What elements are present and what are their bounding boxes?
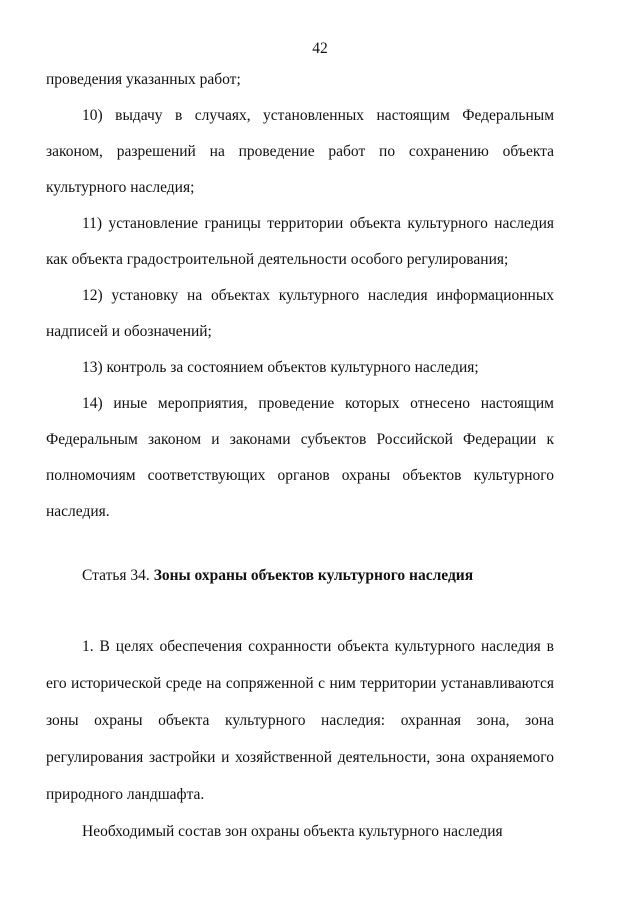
paragraph-item-12: 12) установку на объектах культурного наследия информационных надписей и обозначений; — [46, 287, 554, 340]
paragraph-point-1: 1. В целях обеспечения сохранности объекта культурного наследия в его исторической среде на сопряженной с ним территории устанавливаются зоны охраны объекта культурного наследия: охранная зона, зона регулирования застройки и хозяйственной деятельности, зона охраняемого природного ландшафта. — [46, 638, 554, 803]
paragraph-continuation: проведения указанных работ; — [46, 71, 241, 88]
article-body — [46, 628, 554, 850]
paragraph-item-14: 14) иные мероприятия, проведение которых отнесено настоящим Федеральным законом и законами субъектов Российской Федерации к полномочиям соответствующих органов охраны объектов культурного наследия. — [46, 395, 554, 520]
paragraph-item-13: 13) контроль за состоянием объектов культурного наследия; — [82, 359, 479, 376]
body-text — [46, 62, 554, 530]
article-title: Зоны охраны объектов культурного наследия — [153, 567, 474, 584]
page-number: 42 — [312, 40, 328, 57]
paragraph-item-10: 10) выдачу в случаях, установленных настоящим Федеральным законом, разрешений на проведение работ по сохранению объекта культурного наследия; — [46, 107, 554, 196]
article-heading — [82, 566, 562, 586]
article-label: Статья 34. — [82, 567, 150, 584]
paragraph-item-11: 11) установление границы территории объекта культурного наследия как объекта градостроительной деятельности особого регулирования; — [46, 215, 554, 268]
paragraph-zones-composition: Необходимый состав зон охраны объекта культурного наследия — [82, 823, 503, 840]
